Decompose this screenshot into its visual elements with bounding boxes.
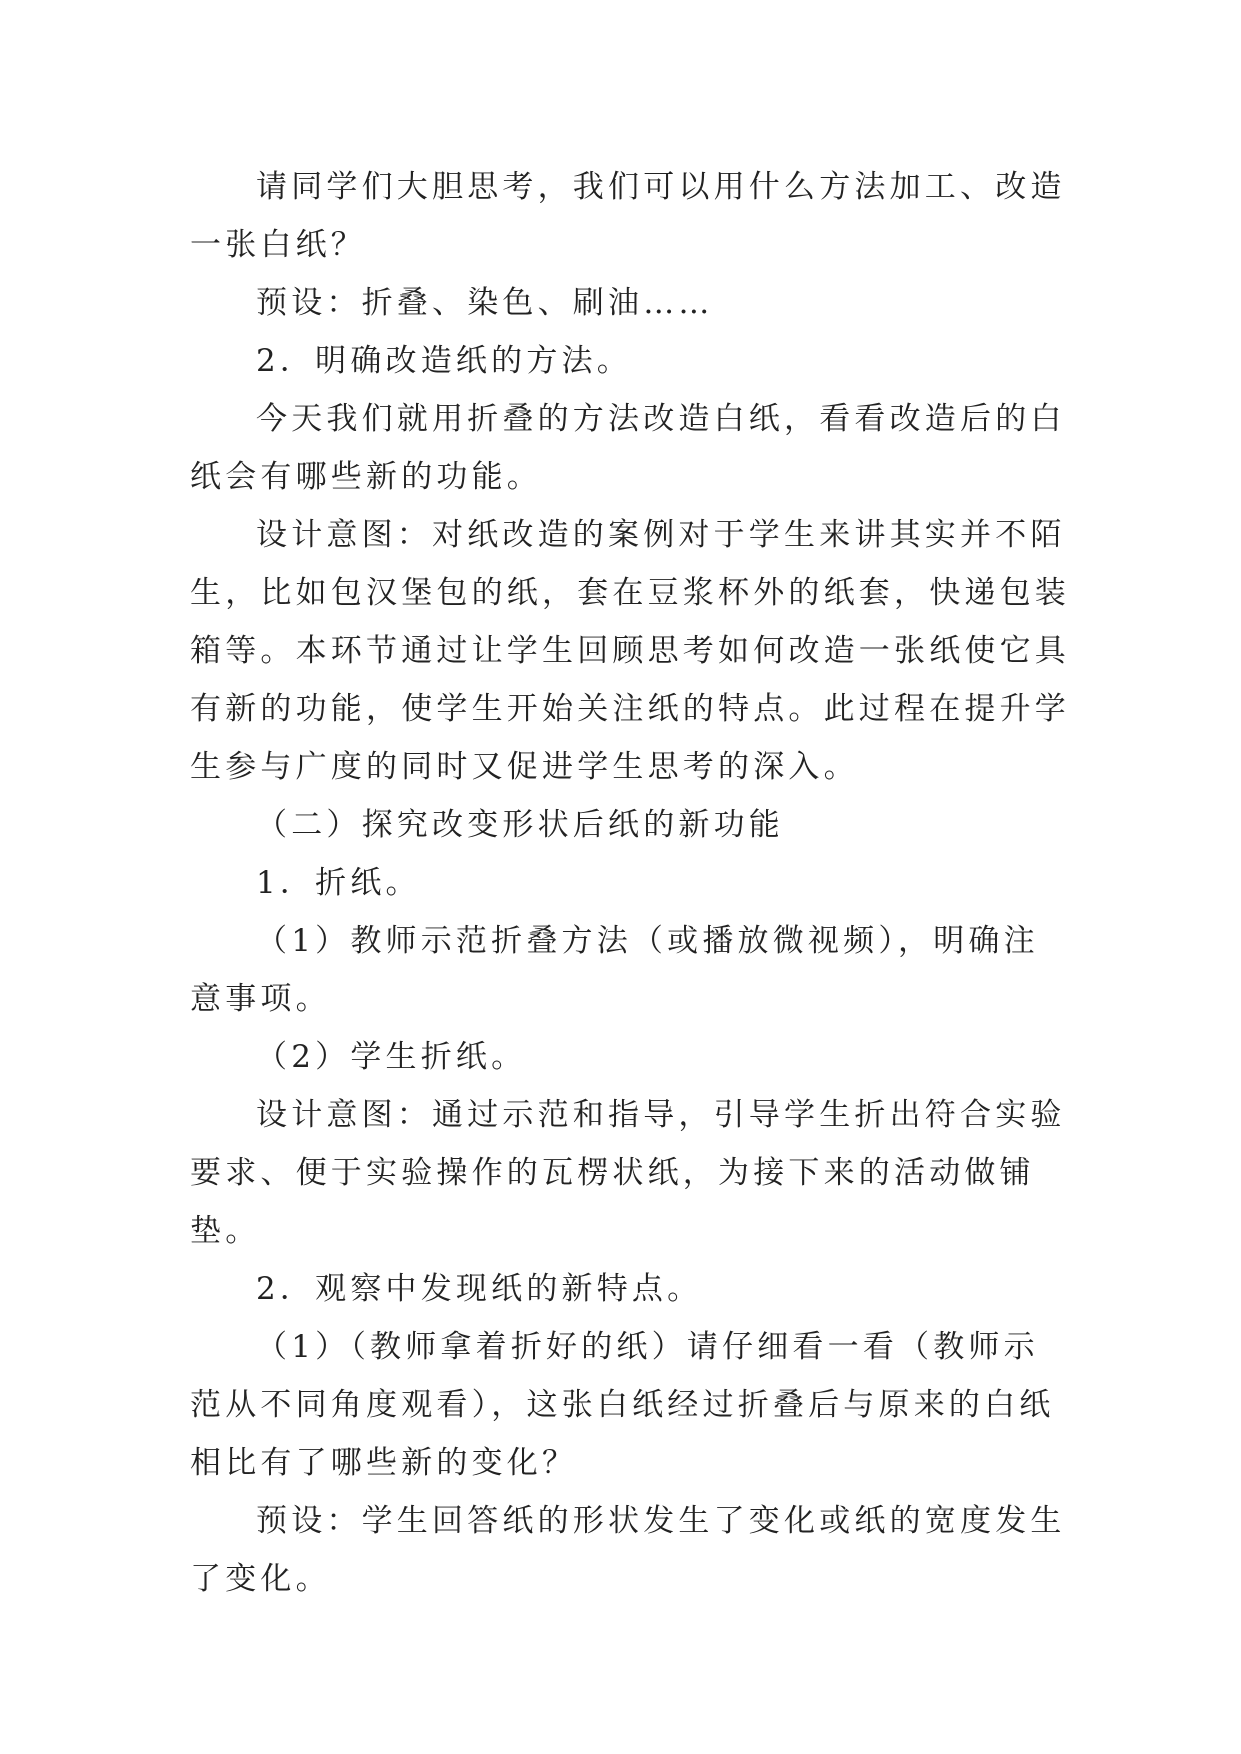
paragraph-step-1-fold: 1．折纸。 — [256, 865, 421, 901]
paragraph-today-folding: 今天我们就用折叠的方法改造白纸，看看改造后的白纸会有哪些新的功能。 — [190, 401, 1066, 495]
paragraph-question: 请同学们大胆思考，我们可以用什么方法加工、改造一张白纸？ — [190, 169, 1066, 263]
paragraph-observe-question: （1）（教师拿着折好的纸）请仔细看一看（教师示范从不同角度观看），这张白纸经过折叠后与原来的白纸相比有了哪些新的变化？ — [190, 1329, 1055, 1481]
paragraph-preset-answer: 预设：学生回答纸的形状发生了变化或纸的宽度发生了变化。 — [190, 1503, 1066, 1597]
paragraph-step-2-heading: 2．明确改造纸的方法。 — [256, 343, 632, 379]
paragraph-step-2-observe: 2．观察中发现纸的新特点。 — [256, 1271, 703, 1307]
document-body — [190, 158, 1070, 1608]
paragraph-student-fold: （2）学生折纸。 — [256, 1039, 527, 1075]
paragraph-design-intent-2: 设计意图：通过示范和指导，引导学生折出符合实验要求、便于实验操作的瓦楞状纸，为接下来的活动做铺垫。 — [190, 1097, 1066, 1249]
paragraph-design-intent-1: 设计意图：对纸改造的案例对于学生来讲其实并不陌生，比如包汉堡包的纸，套在豆浆杯外的纸套，快递包装箱等。本环节通过让学生回顾思考如何改造一张纸使它具有新的功能，使学生开始关注纸的特点。此过程在提升学生参与广度的同时又促进学生思考的深入。 — [190, 517, 1070, 785]
paragraph-preset-methods: 预设：折叠、染色、刷油…… — [256, 285, 714, 321]
section-heading-explore: （二）探究改变形状后纸的新功能 — [256, 807, 784, 843]
paragraph-teacher-demo: （1）教师示范折叠方法（或播放微视频），明确注意事项。 — [190, 923, 1039, 1017]
